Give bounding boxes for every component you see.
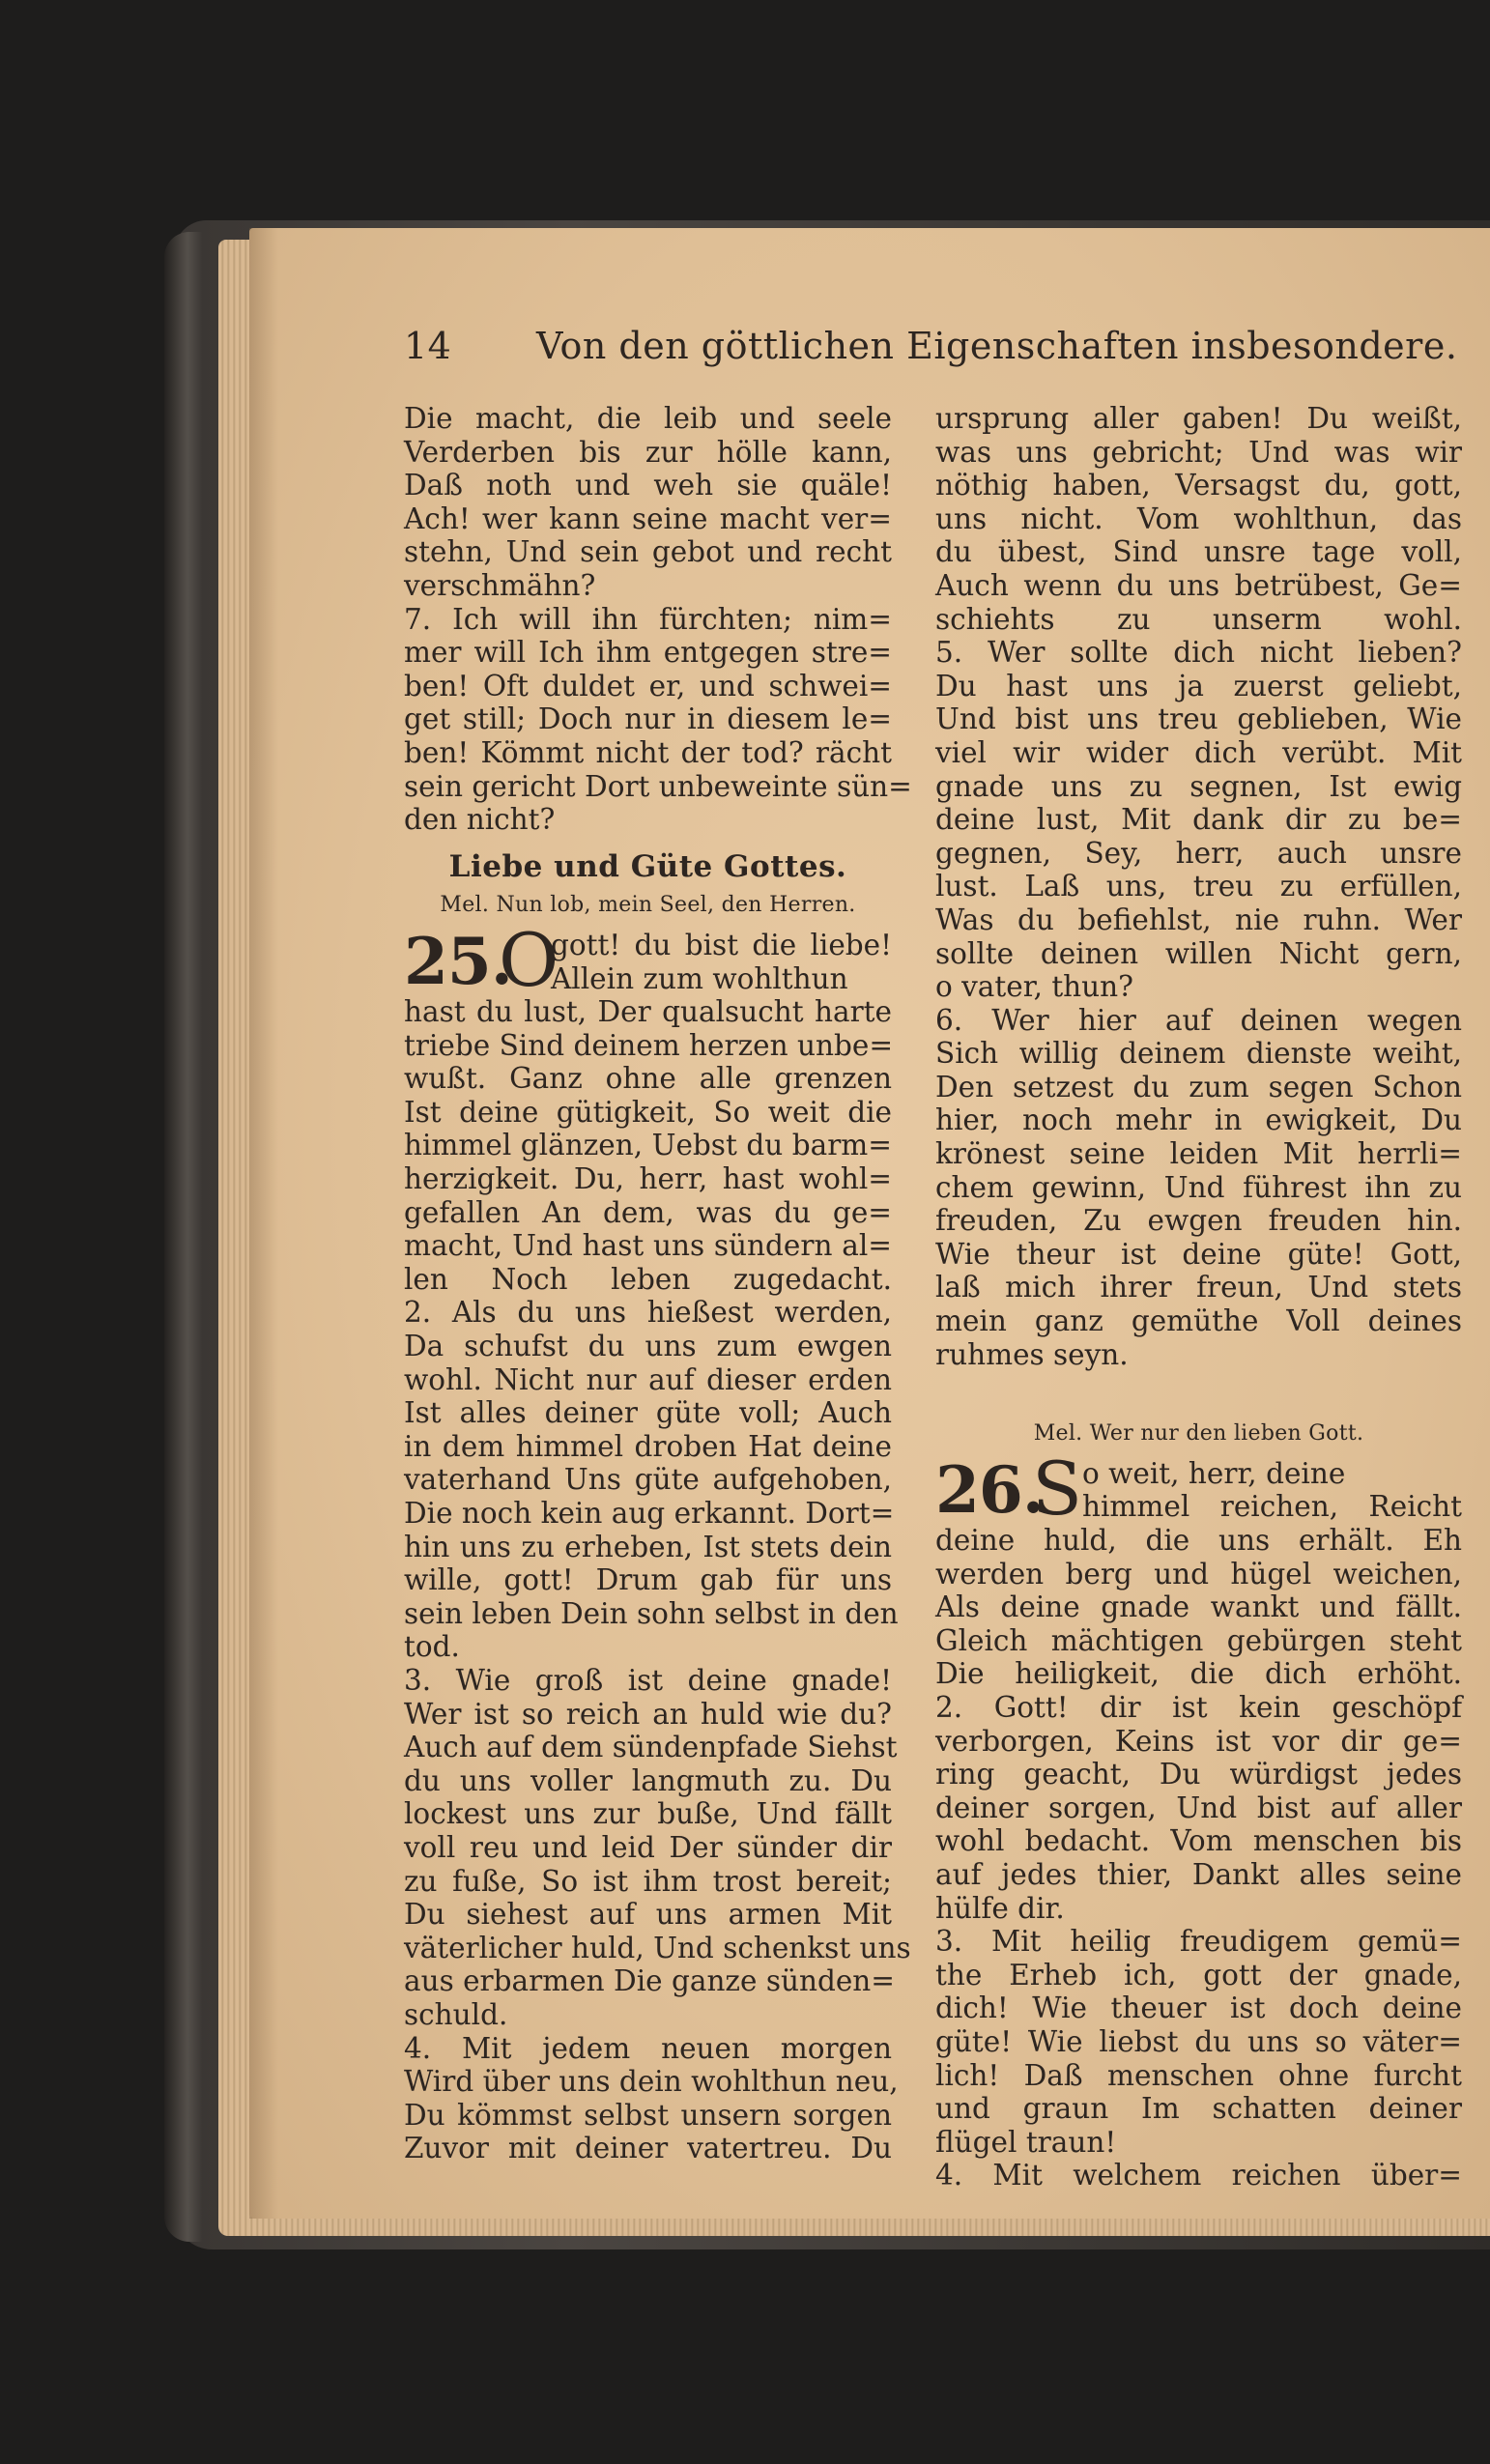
text-line: deine huld, die uns erhält. Eh [935, 1524, 1462, 1557]
text-line: sein leben Dein sohn selbst in den [404, 1596, 899, 1630]
text-line: Den setzest du zum segen Schon [935, 1070, 1462, 1103]
text-line: Als deine gnade wankt und fällt. [935, 1590, 1462, 1624]
text-line: wohl bedacht. Vom menschen bis [935, 1824, 1462, 1858]
page-number: 14 [404, 325, 452, 367]
text-line: was uns gebricht; Und was wir [935, 435, 1462, 469]
text-line: Zuvor mit deiner vatertreu. Du [404, 2132, 892, 2165]
text-line: Und bist uns treu geblieben, Wie [935, 702, 1462, 736]
text-line: viel wir wider dich verübt. Mit [935, 735, 1462, 769]
hymn-26-opening [935, 1445, 1462, 1532]
text-line: len Noch leben zugedacht. [404, 1262, 892, 1296]
text-line: 7. Ich will ihn fürchten; nim= [404, 602, 892, 636]
text-line: den nicht? [404, 803, 556, 837]
text-line: dich! Wie theuer ist doch deine [935, 1991, 1462, 2025]
text-line: auf jedes thier, Dankt alles seine [935, 1857, 1462, 1891]
text-line: sollte deinen willen Nicht gern, [935, 936, 1462, 970]
hymn-25-opening [404, 916, 892, 1003]
text-line: väterlicher huld, Und schenkst uns [404, 1931, 911, 1964]
text-line: hast du lust, Der qualsucht harte [404, 995, 892, 1029]
text-line: o weit, herr, deine [1082, 1456, 1346, 1490]
text-line: Daß noth und weh sie quäle! [404, 469, 892, 502]
text-line: du uns voller langmuth zu. Du [404, 1763, 892, 1797]
text-line: hin uns zu erheben, Ist stets dein [404, 1530, 892, 1563]
text-line: vaterhand Uns güte aufgehoben, [404, 1463, 892, 1497]
text-line: himmel glänzen, Uebst du barm= [404, 1129, 892, 1162]
text-line: und graun Im schatten deiner [935, 2092, 1462, 2126]
text-line: schiehts zu unserm wohl. [935, 602, 1462, 636]
text-line: deine lust, Mit dank dir zu be= [935, 803, 1462, 837]
hymn-25-drop-cap: O [499, 916, 559, 1003]
text-line: krönest seine leiden Mit herrli= [935, 1137, 1462, 1171]
text-line: gnade uns zu segnen, Ist ewig [935, 769, 1462, 803]
text-line: wußt. Ganz ohne alle grenzen [404, 1062, 892, 1096]
text-line: get still; Doch nur in diesem le= [404, 702, 892, 736]
section-heading: Liebe und Güte Gottes. [448, 848, 847, 884]
text-line: hülfe dir. [935, 1891, 1065, 1925]
hymn-26-drop-cap: S [1032, 1445, 1083, 1532]
text-line: laß mich ihrer freun, Und stets [935, 1271, 1462, 1304]
text-line: herzigkeit. Du, herr, hast wohl= [404, 1162, 892, 1196]
text-line: verborgen, Keins ist vor dir ge= [935, 1724, 1462, 1758]
text-line: Ist deine gütigkeit, So weit die [404, 1095, 892, 1129]
text-line: 4. Mit jedem neuen morgen [404, 2031, 892, 2065]
text-line: schuld. [404, 1997, 508, 2031]
hymn-25-verses [404, 995, 911, 2165]
hymn-25-continuation [935, 402, 1462, 1371]
text-line: verschmähn? [404, 568, 596, 602]
page-header [404, 325, 1490, 383]
text-line: Wer ist so reich an huld wie du? [404, 1697, 892, 1731]
text-line: wohl. Nicht nur auf dieser erden [404, 1362, 892, 1396]
text-line: Die heiligkeit, die dich erhöht. [935, 1657, 1462, 1691]
text-line: sein gericht Dort unbeweinte sün= [404, 769, 912, 803]
text-line: Verderben bis zur hölle kann, [404, 435, 892, 469]
text-line: himmel reichen, Reicht [1082, 1490, 1462, 1524]
text-line: hier, noch mehr in ewigkeit, Du [935, 1103, 1462, 1137]
book-page [249, 228, 1490, 2219]
text-line: 4. Mit welchem reichen über= [935, 2159, 1462, 2192]
text-line: lich! Daß menschen ohne furcht [935, 2058, 1462, 2092]
text-line: 3. Wie groß ist deine gnade! [404, 1663, 892, 1697]
hymn-25-melody: Mel. Nun lob, mein Seel, den Herren. [440, 893, 856, 918]
text-line: in dem himmel droben Hat deine [404, 1429, 892, 1463]
text-line: Da schufst du uns zum ewgen [404, 1330, 892, 1363]
text-line: the Erheb ich, gott der gnade, [935, 1958, 1462, 1991]
text-line: tod. [404, 1630, 460, 1664]
text-line: Wie theur ist deine güte! Gott, [935, 1237, 1462, 1271]
hymn-26-melody: Mel. Wer nur den lieben Gott. [1033, 1421, 1364, 1447]
text-line: ring geacht, Du würdigst jedes [935, 1758, 1462, 1791]
text-line: uns nicht. Vom wohlthun, das [935, 501, 1462, 535]
text-line: freuden, Zu ewgen freuden hin. [935, 1204, 1462, 1238]
text-line: Gleich mächtigen gebürgen steht [935, 1623, 1462, 1657]
text-line: deiner sorgen, Und bist auf aller [935, 1791, 1462, 1824]
text-line: gefallen An dem, was du ge= [404, 1195, 892, 1229]
text-line: Allein zum wohlthun [551, 961, 848, 995]
text-line: ben! Oft duldet er, und schwei= [404, 669, 892, 702]
text-line: Was du befiehlst, nie ruhn. Wer [935, 903, 1462, 936]
text-line: Die noch kein aug erkannt. Dort= [404, 1497, 895, 1530]
text-line: Die macht, die leib und seele [404, 402, 892, 435]
text-line: 3. Mit heilig freudigem gemü= [935, 1925, 1462, 1959]
text-line: ruhmes seyn. [935, 1337, 1129, 1371]
text-line: werden berg und hügel weichen, [935, 1557, 1462, 1590]
text-line: triebe Sind deinem herzen unbe= [404, 1028, 894, 1062]
text-line: ursprung aller gaben! Du weißt, [935, 402, 1462, 435]
text-line: du übest, Sind unsre tage voll, [935, 535, 1462, 569]
gutter-shadow [249, 228, 278, 2219]
book-spine [164, 232, 203, 2242]
text-line: aus erbarmen Die ganze sünden= [404, 1964, 896, 1998]
hymn-26-verses [935, 1524, 1462, 2192]
text-line: zu fuße, So ist ihm trost bereit; [404, 1864, 892, 1898]
text-line: Wird über uns dein wohlthun neu, [404, 2065, 899, 2099]
text-line: 2. Als du uns hießest werden, [404, 1296, 892, 1330]
intro-verses [404, 402, 912, 837]
hymn-25-number: 25. [404, 923, 512, 999]
text-line: Auch auf dem sündenpfade Siehst [404, 1731, 898, 1764]
text-line: 2. Gott! dir ist kein geschöpf [935, 1690, 1462, 1724]
text-line: Sich willig deinem dienste weiht, [935, 1037, 1462, 1071]
text-line: 6. Wer hier auf deinen wegen [935, 1003, 1462, 1037]
text-line: lust. Laß uns, treu zu erfüllen, [935, 870, 1462, 903]
text-line: chem gewinn, Und führest ihn zu [935, 1170, 1462, 1204]
text-line: o vater, thun? [935, 970, 1133, 1004]
running-title: Von den göttlichen Eigenschaften insbesondere. [536, 325, 1458, 367]
text-line: ben! Kömmt nicht der tod? rächt [404, 735, 892, 769]
text-line: Ach! wer kann seine macht ver= [404, 501, 892, 535]
text-line: macht, Und hast uns sündern al= [404, 1229, 892, 1263]
text-line: flügel traun! [935, 2125, 1117, 2159]
text-line: Du kömmst selbst unsern sorgen [404, 2098, 892, 2132]
text-line: voll reu und leid Der sünder dir [404, 1830, 892, 1864]
text-line: Du siehest auf uns armen Mit [404, 1898, 892, 1932]
text-line: mer will Ich ihm entgegen stre= [404, 636, 892, 670]
text-line: nöthig haben, Versagst du, gott, [935, 469, 1462, 502]
text-line: lockest uns zur buße, Und fällt [404, 1797, 892, 1831]
text-line: stehn, Und sein gebot und recht [404, 535, 892, 569]
text-line: güte! Wie liebst du uns so väter= [935, 2024, 1462, 2058]
text-line: gegnen, Sey, herr, auch unsre [935, 836, 1462, 870]
text-line: wille, gott! Drum gab für uns [404, 1563, 892, 1597]
text-line: Ist alles deiner güte voll; Auch [404, 1396, 892, 1430]
left-column [404, 402, 912, 2165]
right-column [935, 402, 1462, 2192]
text-line: Du hast uns ja zuerst geliebt, [935, 669, 1462, 702]
spacer [935, 1371, 1462, 1414]
text-line: gott! du bist die liebe! [551, 928, 892, 961]
text-line: Auch wenn du uns betrübest, Ge= [935, 568, 1462, 602]
hymn-26-number: 26. [935, 1451, 1044, 1528]
text-line: mein ganz gemüthe Voll deines [935, 1304, 1462, 1338]
text-line: 5. Wer sollte dich nicht lieben? [935, 636, 1462, 670]
